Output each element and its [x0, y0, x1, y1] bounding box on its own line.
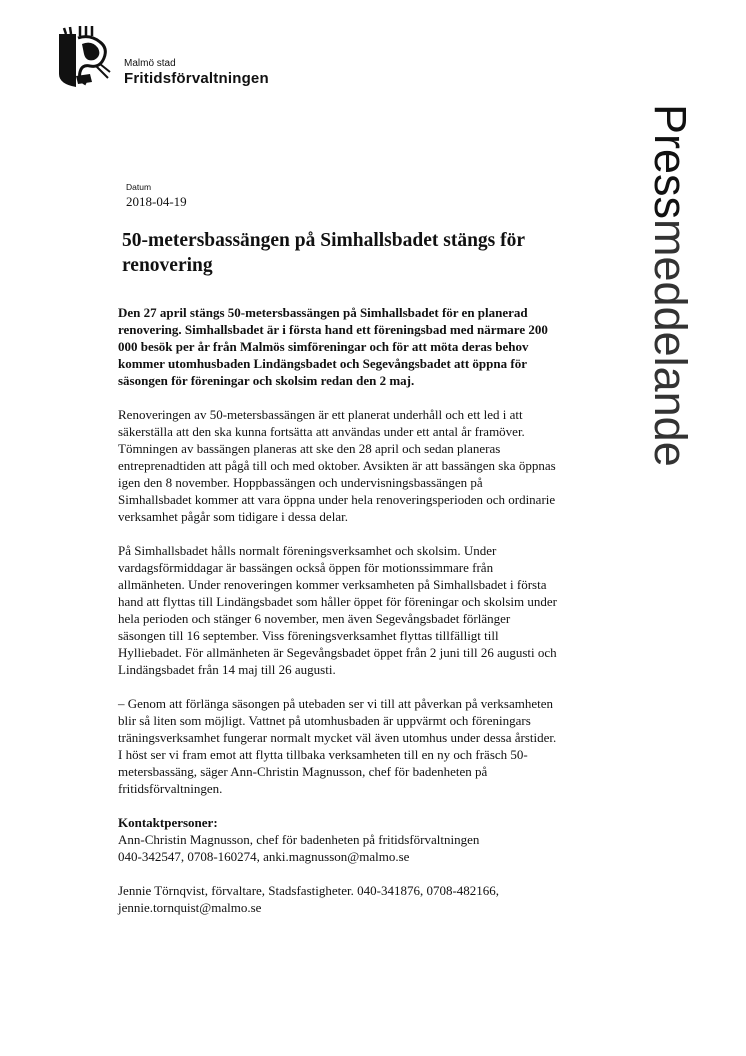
page-title: 50-metersbassängen på Simhallsbadet stängs för renovering	[122, 230, 525, 276]
date-label: Datum	[126, 182, 152, 192]
contacts-heading: Kontaktpersoner:	[118, 815, 218, 830]
body-paragraph: Renoveringen av 50-metersbassängen är ett planerat underhåll och ett led i att säkerställa att den ska kunna fortsätta att användas under ett antal år framöver. Tömningen av bassängen planeras att ske den 28 april och sedan planeras entreprenadtiden att pågå till och med oktober. Avsikten är att bassängen ska öppnas igen den 8 november. Hoppbassängen och undervisningsbassängen på Simhallsbadet kommer att vara öppna under hela renoveringsperioden och ordinarie verksamhet pågår som tidigare i dessa delar.	[118, 407, 556, 524]
date-value: 2018-04-19	[126, 194, 187, 209]
contact-details-line: jennie.tornquist@malmo.se	[118, 900, 262, 915]
contact-details-line: 040-342547, 0708-160274, anki.magnusson@malmo.se	[118, 849, 410, 864]
malmo-coat-of-arms-icon	[56, 26, 116, 88]
contact-name-line: Jennie Törnqvist, förvaltare, Stadsfastigheter. 040-341876, 0708-482166,	[118, 883, 500, 898]
article-body	[118, 304, 558, 933]
lead-paragraph: Den 27 april stängs 50-metersbassängen på Simhallsbadet för en planerad renovering. Simhallsbadet är i första hand ett föreningsbad med närmare 200 000 besök per år från Malmös simföreningar och för att möta deras behov kommer utomhusbaden Lindängsbadet och Segevångsbadet att öppna för säsongen för föreningar och skolsim redan den 2 maj.	[118, 305, 548, 388]
side-title-part2: meddelande	[645, 219, 696, 467]
quote-paragraph: – Genom att förlänga säsongen på utebaden ser vi till att påverkan på verksamheten blir så liten som möjligt. Vattnet på utomhusbaden är uppvärmt och föreningars träningsverksamhet fungerar normalt mycket väl även utomhus under dessa årstider. I höst ser vi fram emot att flytta tillbaka verksamheten till en ny och fräsch 50-metersbassäng, säger Ann-Christin Magnusson, chef för badenheten på fritidsförvaltningen.	[118, 696, 557, 796]
body-paragraph: På Simhallsbadet hålls normalt föreningsverksamhet och skolsim. Under vardagsförmiddagar är bassängen också öppen för motionssimmare från allmänheten. Under renoveringen kommer verksamheten på Simhallsbadet i första hand att flyttas till Lindängsbadet som håller öppet för föreningar och skolsim under hela perioden och stänger 6 november, men även Segevångsbadet förlänger säsongen till 16 september. Viss föreningsverksamhet flyttas tillfälligt till Hylliebadet. För allmänheten är Segevångsbadet öppet från 2 juni till 26 augusti och Lindängsbadet från 14 maj till 26 augusti.	[118, 543, 558, 677]
side-title-part1: Press	[645, 104, 696, 220]
press-release-vertical-title	[640, 104, 700, 546]
contact-name-line: Ann-Christin Magnusson, chef för badenheten på fritidsförvaltningen	[118, 832, 480, 847]
city-name: Malmö stad	[124, 58, 176, 69]
contact-item	[118, 831, 558, 865]
contact-item	[118, 882, 558, 916]
department-name: Fritidsförvaltningen	[124, 70, 269, 87]
organization-header	[124, 58, 269, 88]
